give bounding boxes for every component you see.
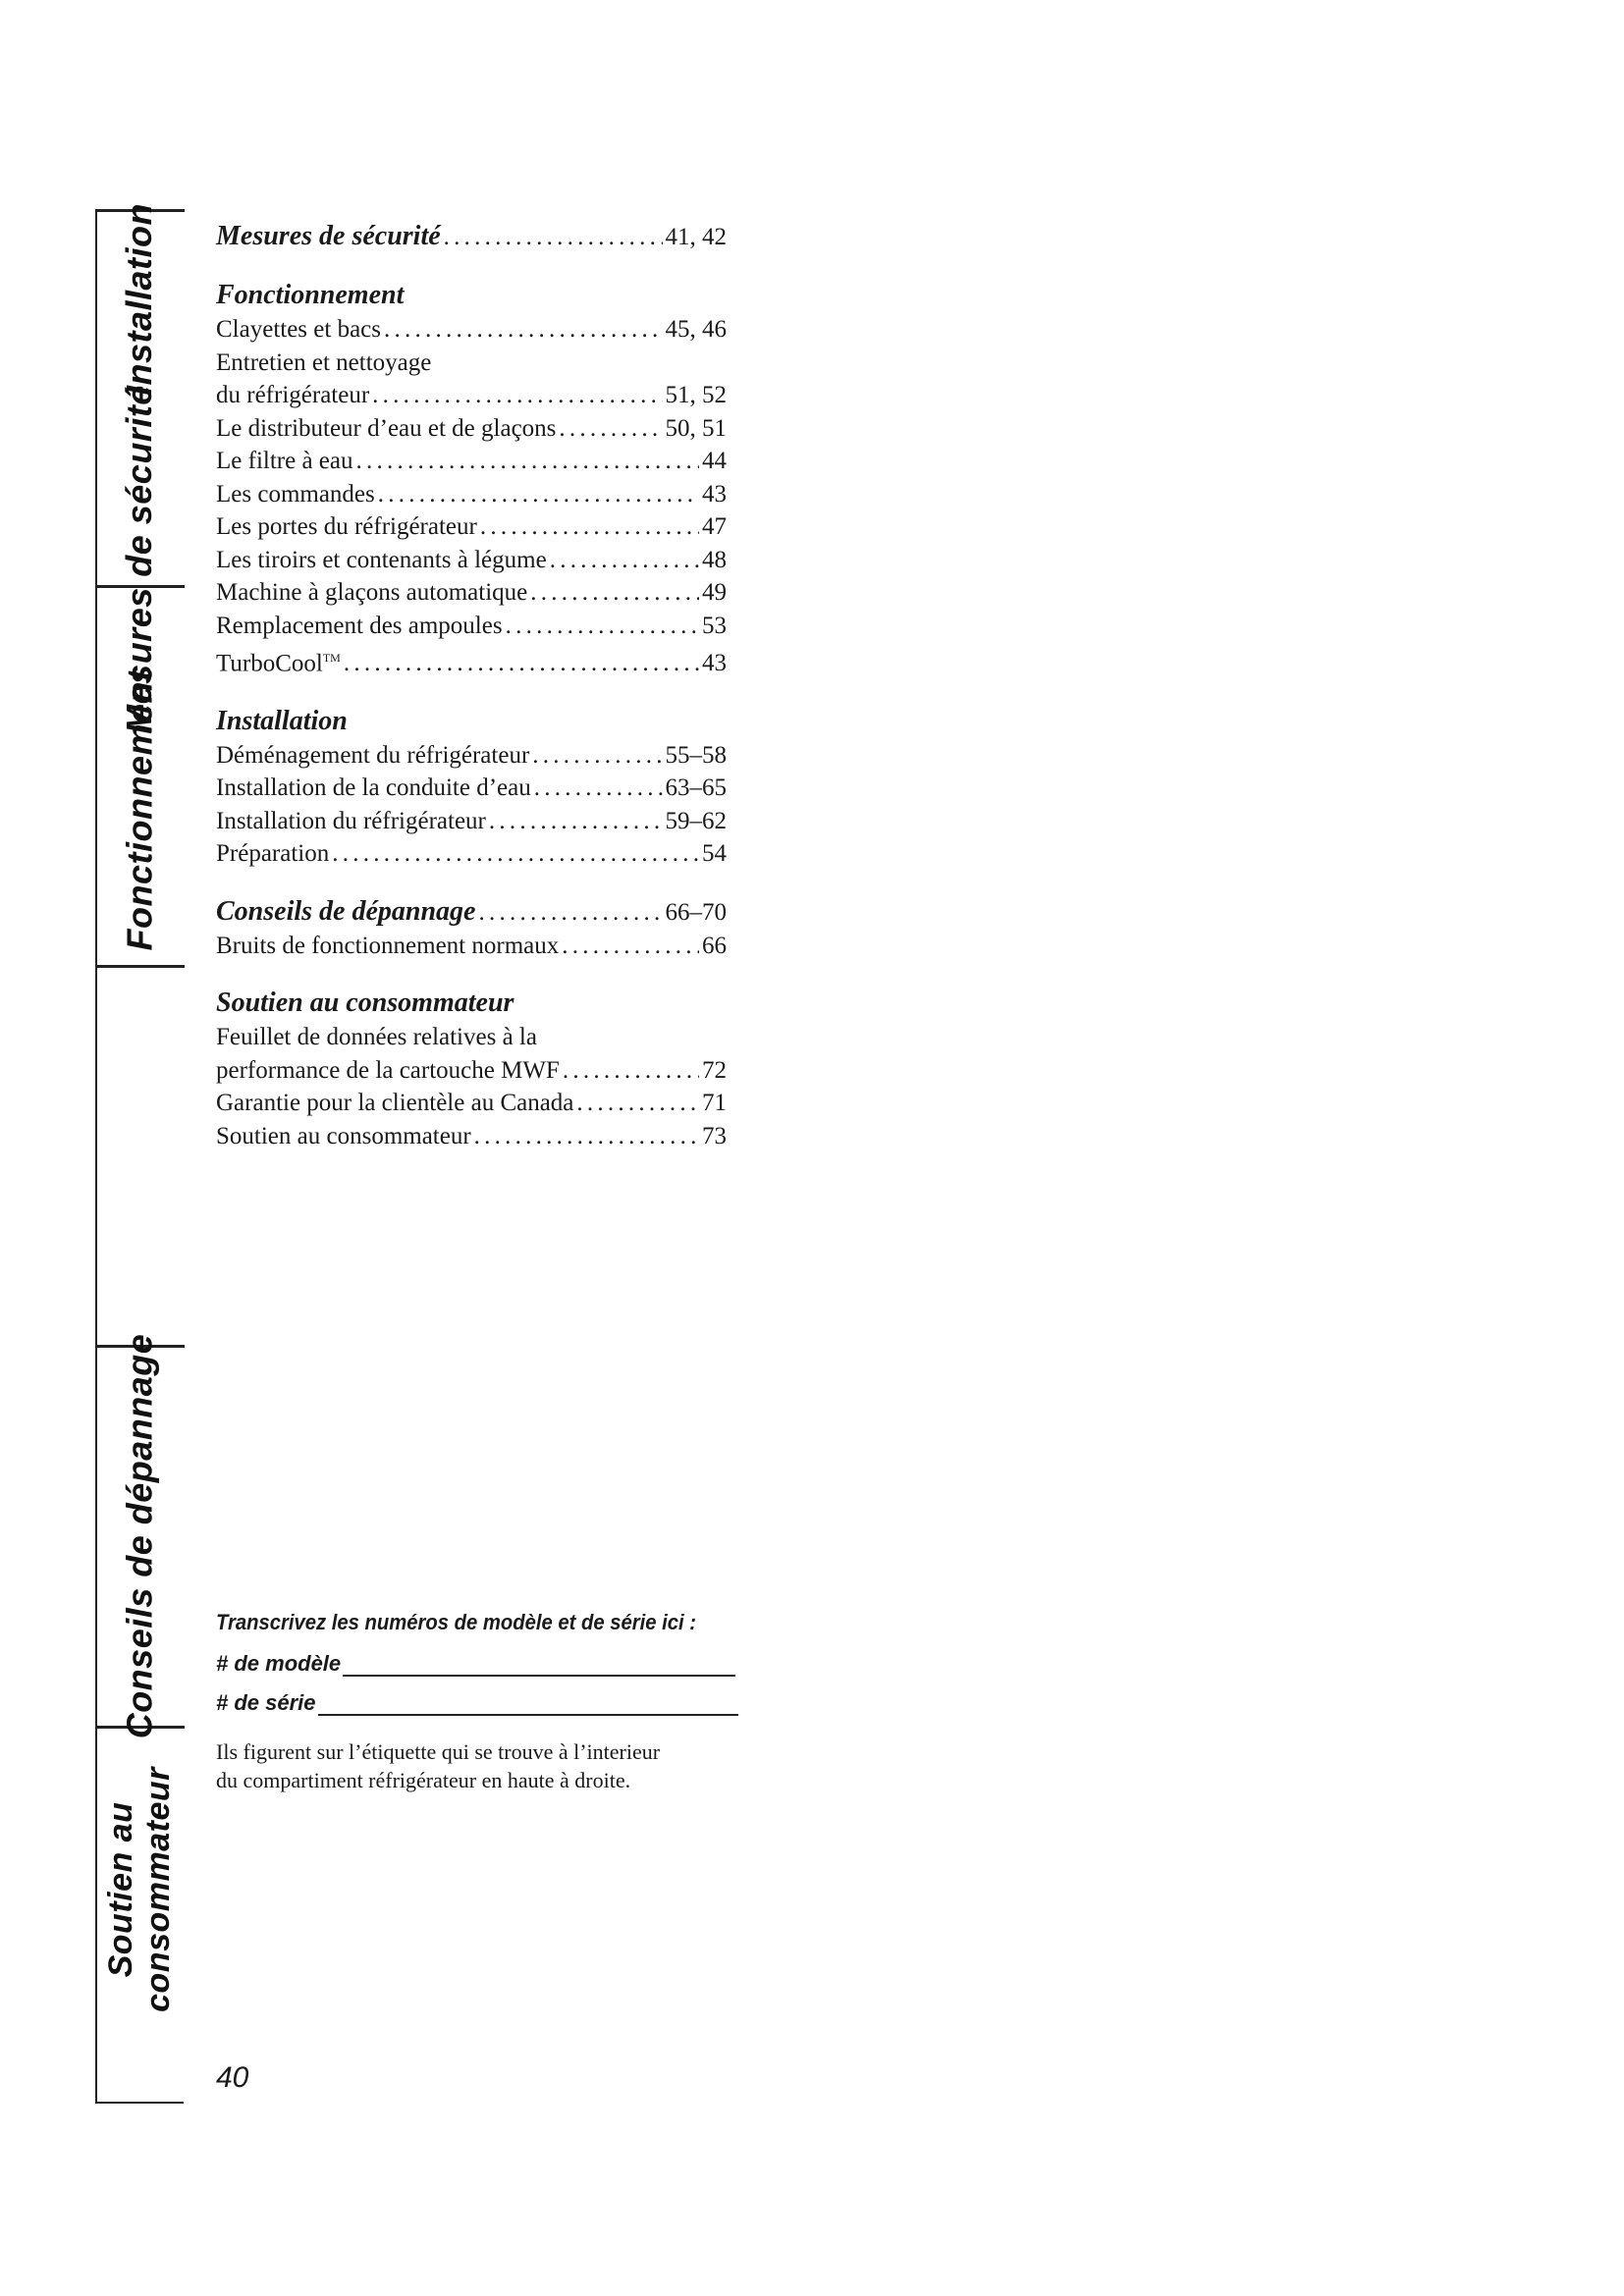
dot-leader [344, 647, 699, 680]
serial-number-field[interactable] [216, 1690, 766, 1716]
tab-fonctionnement-label: Fonctionnement [119, 668, 160, 951]
toc-entry[interactable] [216, 313, 727, 347]
toc-page: 44 [702, 448, 727, 474]
tab-soutien-line1: Soutien au [102, 1801, 140, 1978]
model-number-field[interactable] [216, 1651, 766, 1677]
page-number: 40 [216, 2061, 249, 2094]
dot-leader [563, 1054, 699, 1088]
tab-mesures-de-securite-label: Mesures de sécurité [119, 385, 160, 734]
tab-conseils-de-depannage[interactable] [95, 1333, 184, 1739]
toc-entry[interactable] [216, 805, 727, 838]
table-of-contents [216, 219, 727, 1152]
toc-entry[interactable] [216, 379, 727, 412]
trademark-mark: TM [322, 651, 341, 665]
toc-label: Les commandes [216, 480, 375, 507]
toc-label: performance de la cartouche MWF [216, 1056, 560, 1084]
dot-leader [378, 478, 699, 511]
record-note [216, 1737, 766, 1794]
record-note-line: du compartiment réfrigérateur en haute à droite. [216, 1768, 631, 1792]
tab-soutien-line2: consommateur [139, 1767, 178, 2012]
toc-label-line1: Feuillet de données relatives à la [216, 1024, 537, 1051]
toc-heading-securite: Mesures de sécurité [216, 221, 441, 251]
toc-page: 45, 46 [665, 316, 727, 343]
toc-label-line1: Entretien et nettoyage [216, 348, 432, 376]
toc-label: Remplacement des ampoules [216, 612, 503, 639]
toc-label: Soutien au consommateur [216, 1122, 471, 1149]
dot-leader [530, 576, 699, 610]
dot-leader [332, 837, 699, 871]
toc-page: 54 [702, 840, 727, 868]
dot-leader [474, 1120, 699, 1153]
toc-entry[interactable] [216, 576, 727, 610]
toc-entry[interactable] [216, 544, 727, 577]
toc-page: 49 [702, 579, 727, 606]
model-number-label: # de modèle [216, 1651, 342, 1676]
model-serial-record [216, 1608, 766, 1794]
toc-page: 55–58 [665, 741, 727, 769]
toc-entry[interactable] [216, 1120, 727, 1153]
dot-leader [372, 379, 662, 412]
toc-page: 51, 52 [665, 382, 727, 408]
toc-label [216, 642, 341, 680]
dot-leader [384, 313, 663, 347]
toc-label: Les portes du réfrigérateur [216, 513, 477, 540]
toc-page: 63–65 [665, 774, 727, 802]
toc-entry[interactable] [216, 1054, 727, 1088]
toc-label: Garantie pour la clientèle au Canada [216, 1090, 574, 1117]
toc-heading-fonctionnement: Fonctionnement [216, 280, 405, 310]
toc-label: du réfrigérateur [216, 382, 370, 408]
dot-leader [550, 544, 699, 577]
toc-entry[interactable] [216, 930, 727, 963]
toc-page: 66–70 [665, 898, 727, 926]
record-title: Transcrivez les numéros de modèle et de série ici : [216, 1610, 696, 1634]
tab-mesures-de-securite[interactable] [95, 385, 184, 734]
toc-label: Préparation [216, 840, 330, 868]
toc-heading-installation: Installation [216, 705, 348, 736]
toc-page: 71 [702, 1090, 727, 1117]
dot-leader [562, 930, 699, 963]
toc-entry[interactable] [216, 1087, 727, 1120]
dot-leader [506, 610, 699, 643]
toc-entry[interactable] [216, 445, 727, 478]
toc-label-text: TurboCool [216, 650, 323, 677]
record-note-line: Ils figurent sur l’étiquette qui se trouve à l’interieur [216, 1739, 661, 1764]
toc-label: Clayettes et bacs [216, 316, 381, 343]
dot-leader [532, 739, 662, 773]
toc-page: 43 [702, 650, 727, 677]
dot-leader [444, 221, 663, 254]
toc-heading-soutien: Soutien au consommateur [216, 988, 514, 1019]
toc-entry[interactable] [216, 412, 727, 446]
toc-heading-depannage: Conseils de dépannage [216, 895, 476, 927]
toc-page: 47 [702, 513, 727, 540]
dot-leader [480, 510, 699, 544]
rail-bottom-rule [95, 2102, 184, 2104]
dot-leader [478, 896, 662, 930]
toc-page: 53 [702, 612, 727, 639]
toc-entry[interactable] [216, 772, 727, 805]
tab-soutien-au-consommateur[interactable] [95, 1742, 184, 2037]
toc-page: 48 [702, 546, 727, 573]
toc-entry[interactable] [216, 510, 727, 544]
tab-installation-label: Installation [119, 202, 159, 397]
tab-fonctionnement[interactable] [95, 668, 184, 951]
tab-installation[interactable] [95, 187, 184, 412]
toc-label: Déménagement du réfrigérateur [216, 741, 530, 769]
toc-entry[interactable] [216, 478, 727, 511]
toc-label: Installation de la conduite d’eau [216, 774, 531, 802]
dot-leader [534, 772, 663, 805]
dot-leader [356, 445, 700, 478]
tab-divider [95, 965, 185, 968]
toc-entry[interactable] [216, 642, 727, 680]
tab-soutien-au-consommateur-label [102, 1767, 177, 2012]
model-number-blank[interactable] [343, 1653, 735, 1677]
toc-page: 41, 42 [665, 224, 727, 250]
toc-page: 43 [702, 480, 727, 507]
toc-entry-depannage[interactable] [216, 894, 727, 930]
dot-leader [489, 805, 663, 838]
toc-label: Le filtre à eau [216, 448, 353, 474]
toc-page: 72 [702, 1056, 727, 1084]
toc-label: Les tiroirs et contenants à légume [216, 546, 547, 573]
toc-page: 66 [702, 932, 727, 959]
toc-entry[interactable] [216, 610, 727, 643]
toc-entry-securite[interactable] [216, 219, 727, 254]
toc-label: Machine à glaçons automatique [216, 579, 528, 606]
tab-conseils-de-depannage-label: Conseils de dépannage [119, 1333, 160, 1739]
toc-label: Installation du réfrigérateur [216, 807, 486, 834]
toc-page: 59–62 [665, 807, 727, 834]
serial-number-label: # de série [216, 1690, 316, 1715]
toc-page: 50, 51 [665, 414, 727, 442]
toc-label: Bruits de fonctionnement normaux [216, 932, 560, 959]
dot-leader [576, 1087, 699, 1120]
dot-leader [559, 412, 662, 446]
toc-entry[interactable] [216, 739, 727, 773]
toc-page: 73 [702, 1122, 727, 1149]
serial-number-blank[interactable] [318, 1692, 738, 1716]
toc-entry[interactable] [216, 837, 727, 871]
toc-label: Le distributeur d’eau et de glaçons [216, 414, 557, 442]
